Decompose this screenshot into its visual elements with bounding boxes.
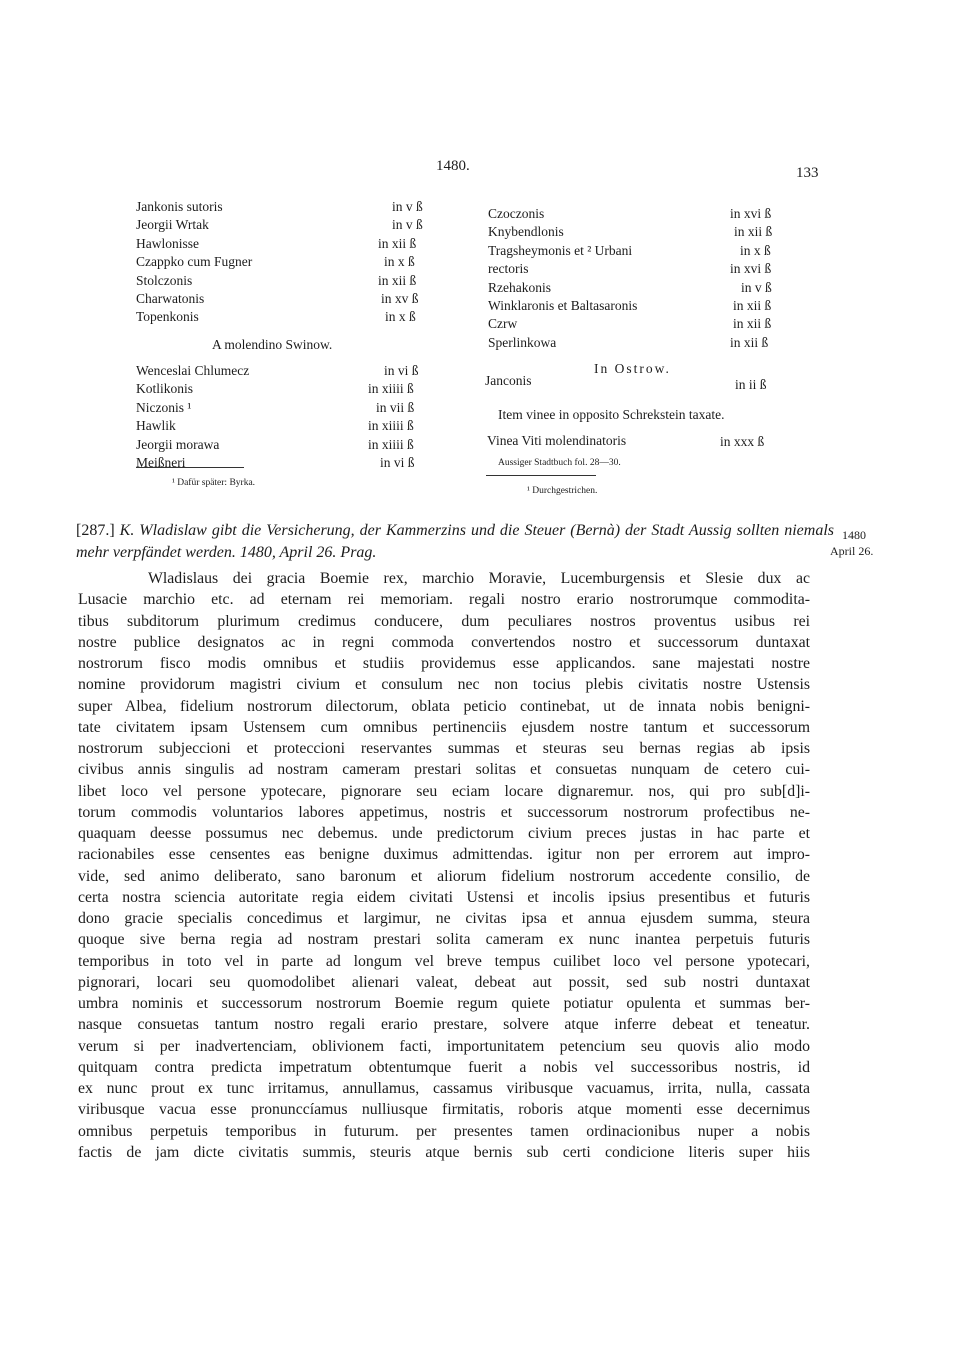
page-number: 133 [796,165,819,181]
document-body [78,568,810,1163]
table-row [488,315,798,333]
tax-amount: in xiiii ß [368,436,414,452]
document-title: K. Wladislaw gibt die Versicherung, der Kammerzins und die Steuer (Bernà) der Stadt Aussig sollten niemals mehr verpfändet werden. 1480, April 26. Prag. [76,522,835,561]
table-row [136,380,414,398]
table-row [488,260,798,278]
tax-amount: in v ß [741,279,772,295]
left-tax-table [136,198,423,327]
taxpayer-name: Niczonis ¹ [136,399,192,415]
tax-amount: in xii ß [730,334,769,350]
taxpayer-name: Charwatonis [136,290,205,306]
body-line: verum si per inadvertenciam, oblivionem facti, importunitatem petencium seu quovis alio modo [78,1037,810,1055]
left-tax-table-2 [136,362,419,472]
body-line: dono gracie specialis concedimus et largimur, ne civitas ipsa et annua ejusdem summa, steura [78,910,810,927]
tax-amount: in xii ß [378,272,417,288]
taxpayer-name: Jeorgii Wrtak [136,217,209,233]
table-row [136,290,419,308]
taxpayer-name: Sperlinkowa [488,334,557,350]
vinea-name: Vinea Viti molendinatoris [487,433,627,448]
table-row [136,362,419,380]
body-line: vide, sed animo deliberato, sano baronum et aliorum fidelium nostrorum accedente consilio, de [78,867,810,885]
footnote-right: ¹ Durchgestrichen. [527,486,598,496]
item-vinee-line: Item vinee in opposito Schrekstein taxate. [498,407,725,422]
source-citation: Aussiger Stadtbuch fol. 28—30. [498,458,621,468]
taxpayer-name: Knybendlonis [488,224,564,240]
taxpayer-name: Czoczonis [488,206,545,221]
footnote-rule [136,467,244,468]
body-line: tibus subditorum plurimum credimus conducere, dum peculiares nostros proventus usibus rei [78,612,810,630]
tax-amount: in xiiii ß [368,418,414,434]
table-row [488,223,798,241]
subheading-swinow: A molendino Swinow. [212,337,333,352]
taxpayer-name: Meißneri [136,454,186,470]
tax-amount: in xvi ß [730,206,772,221]
footnote-rule [486,475,596,476]
taxpayer-name: Wenceslai Chlumecz [136,363,250,378]
taxpayer-name: rectoris [488,261,529,277]
tax-amount: in vi ß [380,454,415,470]
tax-amount: in vii ß [376,399,415,415]
body-line: racionabiles esse censentes eas benigne duximus admittendas. igitur non per errorem aut impro- [78,846,810,864]
body-line: Wladislaus dei gracia Boemie rex, marchio Moravie, Lucemburgensis et Slesie dux ac [148,570,810,587]
table-row [136,436,414,454]
tax-amount: in vi ß [384,363,419,378]
taxpayer-name: Czappko cum Fugner [136,254,253,270]
body-line: nostrorum fisco modis omnibus et studiis providemus esse applicandos. sane majestati nostre [78,655,810,672]
taxpayer-name: Jankonis sutoris [136,199,223,214]
footnote-left: ¹ Dafür später: Byrka. [172,478,256,488]
table-row [136,308,416,326]
janconis-amount: in ii ß [735,377,767,392]
table-row [136,454,415,472]
margin-year: 1480 [842,528,866,542]
tax-amount: in xii ß [734,224,773,240]
taxpayer-name: Rzehakonis [488,279,551,295]
body-line: nomine providorum magistri civium et consulum nec non tocius plebis civitatis nostre Ustensis [78,676,810,694]
table-row [488,242,798,260]
tax-amount: in x ß [740,242,771,258]
body-line: Lusacie marchio etc. ad eternam rei memoriam. regali nostro erario nostrorumque commodita- [78,591,810,609]
body-line: omnibus perpetuis temporibus in futurum. per presentes tamen ordinacionibus nuper a nobis [78,1122,810,1140]
document-number: [287.] [76,522,115,539]
table-row [136,272,417,290]
body-line: temporibus in toto vel in parte ad longum vel breve tempus cuilibet loco vel persone ypotecari, [78,952,810,970]
table-row [136,253,415,271]
tax-amount: in xii ß [733,316,772,332]
table-row [136,216,423,234]
right-tax-table [488,205,798,352]
body-line: super Albea, fidelium nostrorum dilectorum, oblata peticio continebat, ut de innata nobis benigni- [78,697,810,715]
table-row [136,399,415,417]
body-line: nasque consuetas tantum nostro regali erario prestare, solvere atque inferre debeat et teneatur. [78,1016,810,1034]
table-row [488,205,798,223]
table-row [488,334,798,352]
table-row [488,297,798,315]
body-line: viribusque vacua esse pronunccíamus nulliusque firmitatis, roboris atque momenti esse decernimus [78,1101,810,1119]
body-line: certa nostra sciencia autoritate regia eidem civitati Ustensi et incolis ipsius presentibus et futuris [78,888,810,906]
vinea-amount: in xxx ß [720,434,765,449]
body-line: factis de jam dicte civitatis summis, steuris atque bernis sub certi condicione literis super hiis [78,1143,810,1161]
taxpayer-name: Tragsheymonis et ² Urbani [488,242,633,258]
taxpayer-name: Hawlonisse [136,235,199,251]
table-row [136,198,423,216]
taxpayer-name: Hawlik [136,418,176,434]
tax-amount: in xii ß [733,297,772,313]
taxpayer-name: Kotlikonis [136,381,194,397]
margin-date: April 26. [830,544,874,558]
tax-amount: in v ß [392,217,423,233]
janconis-name: Janconis [485,373,532,388]
taxpayer-name: Stolczonis [136,272,193,288]
taxpayer-name: Topenkonis [136,309,199,325]
body-line: quitquam contra predicta impetratum obtentumque fuerit a nobis vel successoribus nostris, id [78,1058,810,1076]
taxpayer-name: Czrw [488,316,518,332]
body-line: pignorari, locari seu quomodolibet alienari valeat, debeat aut possit, sed sub nostri duntaxat [78,973,810,991]
document-title-block [76,520,834,564]
body-line: quoque sive berna regia ad nostram prestari solita cameram ex nunc inantea perpetuis futuris [78,931,810,949]
tax-amount: in xv ß [381,290,419,306]
taxpayer-name: Jeorgii morawa [136,436,220,452]
tax-amount: in v ß [392,199,423,214]
body-line: nostre publice designatos ac in regni commoda convertendos nostro et successorum duntaxat [78,633,810,651]
body-line: ex nunc prout ex tunc irritamus, annullamus, cassamus viribusque vacuamus, irrita, nulla, cassata [78,1080,810,1097]
subheading-ostrow: In Ostrow. [594,361,671,376]
body-line: umbra nominis et successorum nostrorum Boemie regum quiete potiatur opulenta et summas ber- [78,995,810,1012]
body-line: civibus annis singulis ad nostram cameram prestari solitas et consuetas nunquam de cetero cui- [78,761,810,779]
table-row [136,235,417,253]
running-head-year: 1480. [436,158,470,174]
body-line: libet loco vel persone ypotecare, pignorare seu eciam locare dignaremur. nos, qui pro sub[d]i- [78,782,810,800]
table-row [136,417,414,435]
table-row [488,279,798,297]
tax-amount: in x ß [385,309,416,325]
tax-amount: in xiiii ß [368,381,414,397]
tax-amount: in x ß [384,254,415,270]
tax-amount: in xvi ß [730,261,772,277]
taxpayer-name: Winklaronis et Baltasaronis [488,297,638,313]
body-line: torum commodis voluntarios labores appetimus, nostris et successorum nostrorum profectibus ne- [78,803,810,821]
body-line: nostrorum subjeccioni et proteccioni reservantes summas et steuras seu bernas regias ab ipsis [78,740,810,757]
body-line: tate civitatem ipsam Ustensem cum omnibus pertinenciis ejusdem nostre tantum et successorum [78,718,810,736]
body-line: quaquam deesse possumus nec debemus. unde predictorum civium preces justas in hac parte et [78,825,810,842]
tax-amount: in xii ß [378,235,417,251]
